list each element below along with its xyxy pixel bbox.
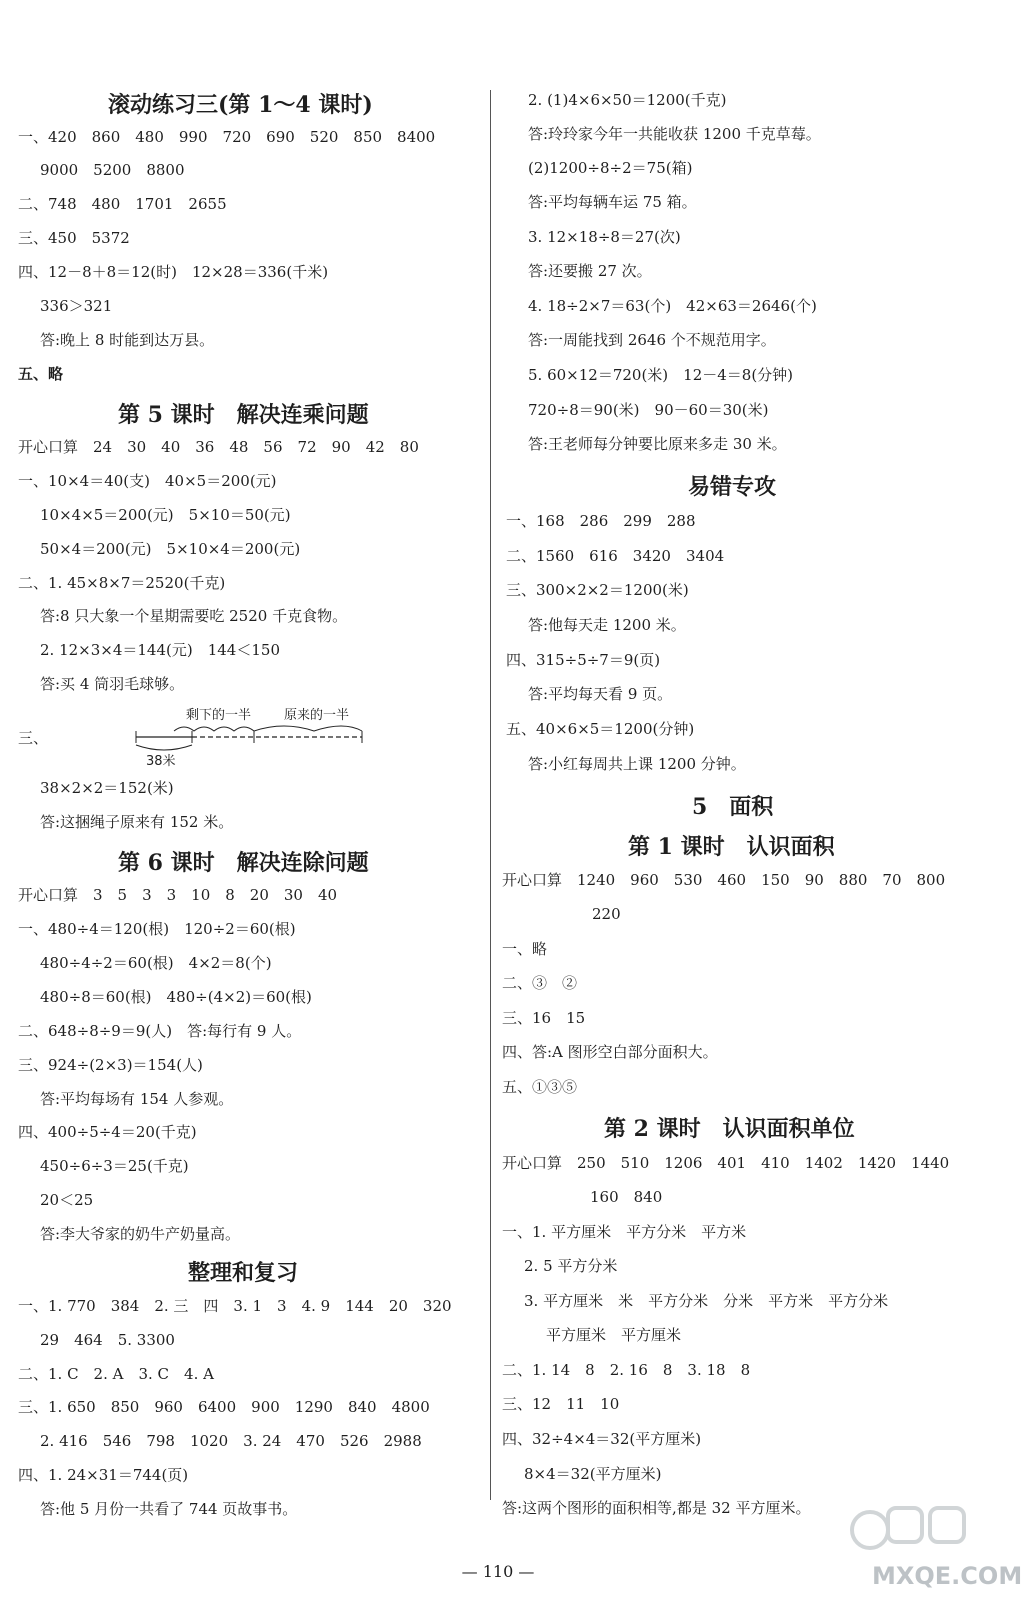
- answer-line: 开心口算 24 30 40 36 48 56 72 90 42 80: [18, 438, 419, 456]
- answer-line: 8×4＝32(平方厘米): [524, 1465, 662, 1483]
- page-number: — 110 —: [461, 1562, 535, 1581]
- section-title-review: 整理和复习: [188, 1260, 299, 1286]
- answer-line: 720÷8＝90(米) 90－60＝30(米): [528, 401, 769, 419]
- answer-line: 2. 5 平方分米: [524, 1257, 618, 1275]
- watermark-text: MXQE.COM: [872, 1562, 1022, 1590]
- answer-line: 四、400÷5÷4＝20(千克): [18, 1123, 197, 1141]
- page-number-value: 110: [482, 1562, 514, 1581]
- answer-line: 450÷6÷3＝25(千克): [40, 1157, 189, 1175]
- answer-line: 一、168 286 299 288: [506, 512, 696, 530]
- answer-line: 4. 18÷2×7＝63(个) 42×63＝2646(个): [528, 297, 817, 315]
- answer-line: 三、12 11 10: [502, 1395, 620, 1413]
- answer-line: 5. 60×12＝720(米) 12－4＝8(分钟): [528, 366, 794, 384]
- answer-line: 二、648÷8÷9＝9(人) 答:每行有 9 人。: [18, 1022, 302, 1040]
- answer-line: 二、748 480 1701 2655: [18, 195, 227, 213]
- answer-line: 五、略: [18, 365, 64, 383]
- answer-line: 20＜25: [40, 1191, 94, 1209]
- answer-line: 10×4×5＝200(元) 5×10＝50(元): [40, 506, 291, 524]
- answer-line: 38×2×2＝152(米): [40, 779, 174, 797]
- answer-line: 160 840: [590, 1188, 663, 1206]
- answer-line: 三、924÷(2×3)＝154(人): [18, 1056, 203, 1074]
- answer-line: 三、1. 650 850 960 6400 900 1290 840 4800: [18, 1398, 430, 1416]
- answer-line: (2)1200÷8÷2＝75(箱): [528, 159, 693, 177]
- answer-line: 29 464 5. 3300: [40, 1331, 175, 1349]
- answer-line: 3. 平方厘米 米 平方分米 分米 平方米 平方分米: [524, 1292, 889, 1310]
- answer-line: 二、③ ②: [502, 974, 578, 992]
- answer-line: 答:玲玲家今年一共能收获 1200 千克草莓。: [528, 125, 821, 143]
- answer-line: 一、10×4＝40(支) 40×5＝200(元): [18, 472, 277, 490]
- diagram-label-remaining-half: 剩下的一半: [186, 708, 252, 723]
- answer-line: 答:平均每天看 9 页。: [528, 685, 673, 703]
- answer-line: 开心口算 1240 960 530 460 150 90 880 70 800: [502, 871, 946, 889]
- answer-line: 二、1. 14 8 2. 16 8 3. 18 8: [502, 1361, 751, 1379]
- diagram-label-38m: 38米: [146, 754, 176, 769]
- section-title-lesson-6: 第 6 课时 解决连除问题: [118, 850, 369, 876]
- answer-line: 五、①③⑤: [502, 1078, 578, 1096]
- answer-line: 三、300×2×2＝1200(米): [506, 581, 689, 599]
- answer-line: 开心口算 3 5 3 3 10 8 20 30 40: [18, 886, 338, 904]
- section-title-error-prone: 易错专攻: [688, 474, 777, 500]
- answer-line: 答:王老师每分钟要比原来多走 30 米。: [528, 435, 787, 453]
- answer-line: 一、420 860 480 990 720 690 520 850 8400: [18, 128, 436, 146]
- answer-line: 三、: [18, 729, 49, 747]
- answer-line: 答:8 只大象一个星期需要吃 2520 千克食物。: [40, 607, 348, 625]
- answer-line: 480÷8＝60(根) 480÷(4×2)＝60(根): [40, 988, 312, 1006]
- answer-line: 50×4＝200(元) 5×10×4＝200(元): [40, 540, 301, 558]
- answer-line: 答:平均每辆车运 75 箱。: [528, 193, 697, 211]
- answer-line: 平方厘米 平方厘米: [546, 1326, 682, 1344]
- diagram-label-original-half: 原来的一半: [284, 708, 350, 723]
- answer-line: 一、略: [502, 940, 548, 958]
- answer-line: 三、16 15: [502, 1009, 586, 1027]
- answer-line: 220: [592, 905, 621, 923]
- answer-line: 2. 12×3×4＝144(元) 144＜150: [40, 641, 280, 659]
- answer-line: 三、450 5372: [18, 229, 130, 247]
- answer-line: 2. (1)4×6×50＝1200(千克): [528, 91, 727, 109]
- unit-title-area: 5 面积: [692, 794, 774, 820]
- answer-line: 2. 416 546 798 1020 3. 24 470 526 2988: [40, 1432, 422, 1450]
- diagram-brace-remaining: [174, 727, 254, 731]
- answer-line: 答:他 5 月份一共看了 744 页故事书。: [40, 1500, 298, 1518]
- section-title-rolling-practice-3: 滚动练习三(第 1～4 课时): [108, 92, 373, 118]
- answer-line: 二、1560 616 3420 3404: [506, 547, 725, 565]
- answer-line: 答:晚上 8 时能到达万县。: [40, 331, 215, 349]
- answer-line: 二、1. 45×8×7＝2520(千克): [18, 574, 226, 592]
- answer-line: 答:小红每周共上课 1200 分钟。: [528, 755, 746, 773]
- answer-line: 9000 5200 8800: [40, 161, 185, 179]
- answer-line: 3. 12×18÷8＝27(次): [528, 228, 681, 246]
- answer-line: 一、1. 770 384 2. 三 四 3. 1 3 4. 9 144 20 320: [18, 1297, 452, 1315]
- answer-line: 四、315÷5÷7＝9(页): [506, 651, 661, 669]
- answer-line: 四、1. 24×31＝744(页): [18, 1466, 189, 1484]
- answer-line: 答:他每天走 1200 米。: [528, 616, 686, 634]
- answer-line: 答:这捆绳子原来有 152 米。: [40, 813, 234, 831]
- answer-line: 开心口算 250 510 1206 401 410 1402 1420 1440: [502, 1154, 950, 1172]
- diagram-brace-original: [254, 726, 362, 731]
- section-title-lesson-5: 第 5 课时 解决连乘问题: [118, 402, 369, 428]
- answer-line: 四、12－8＋8＝12(时) 12×28＝336(千米): [18, 263, 329, 281]
- answer-line: 答:这两个图形的面积相等,都是 32 平方厘米。: [502, 1499, 811, 1517]
- column-divider: [490, 90, 491, 1500]
- answer-line: 答:一周能找到 2646 个不规范用字。: [528, 331, 776, 349]
- answer-line: 四、答:A 图形空白部分面积大。: [502, 1043, 718, 1061]
- diagram-brace-38m: [136, 745, 192, 750]
- answer-line: 答:李大爷家的奶牛产奶量高。: [40, 1225, 241, 1243]
- answer-line: 480÷4÷2＝60(根) 4×2＝8(个): [40, 954, 272, 972]
- answer-line: 答:买 4 筒羽毛球够。: [40, 675, 185, 693]
- rope-diagram: [134, 703, 384, 773]
- answer-line: 四、32÷4×4＝32(平方厘米): [502, 1430, 702, 1448]
- section-title-lesson-2-area-units: 第 2 课时 认识面积单位: [604, 1116, 855, 1142]
- answer-line: 五、40×6×5＝1200(分钟): [506, 720, 695, 738]
- answer-line: 答:还要搬 27 次。: [528, 262, 652, 280]
- answer-line: 二、1. C 2. A 3. C 4. A: [18, 1365, 214, 1383]
- answer-line: 一、480÷4＝120(根) 120÷2＝60(根): [18, 920, 296, 938]
- section-title-lesson-1-area: 第 1 课时 认识面积: [628, 834, 835, 860]
- answer-line: 一、1. 平方厘米 平方分米 平方米: [502, 1223, 747, 1241]
- answer-line: 336＞321: [40, 297, 113, 315]
- answer-line: 答:平均每场有 154 人参观。: [40, 1090, 234, 1108]
